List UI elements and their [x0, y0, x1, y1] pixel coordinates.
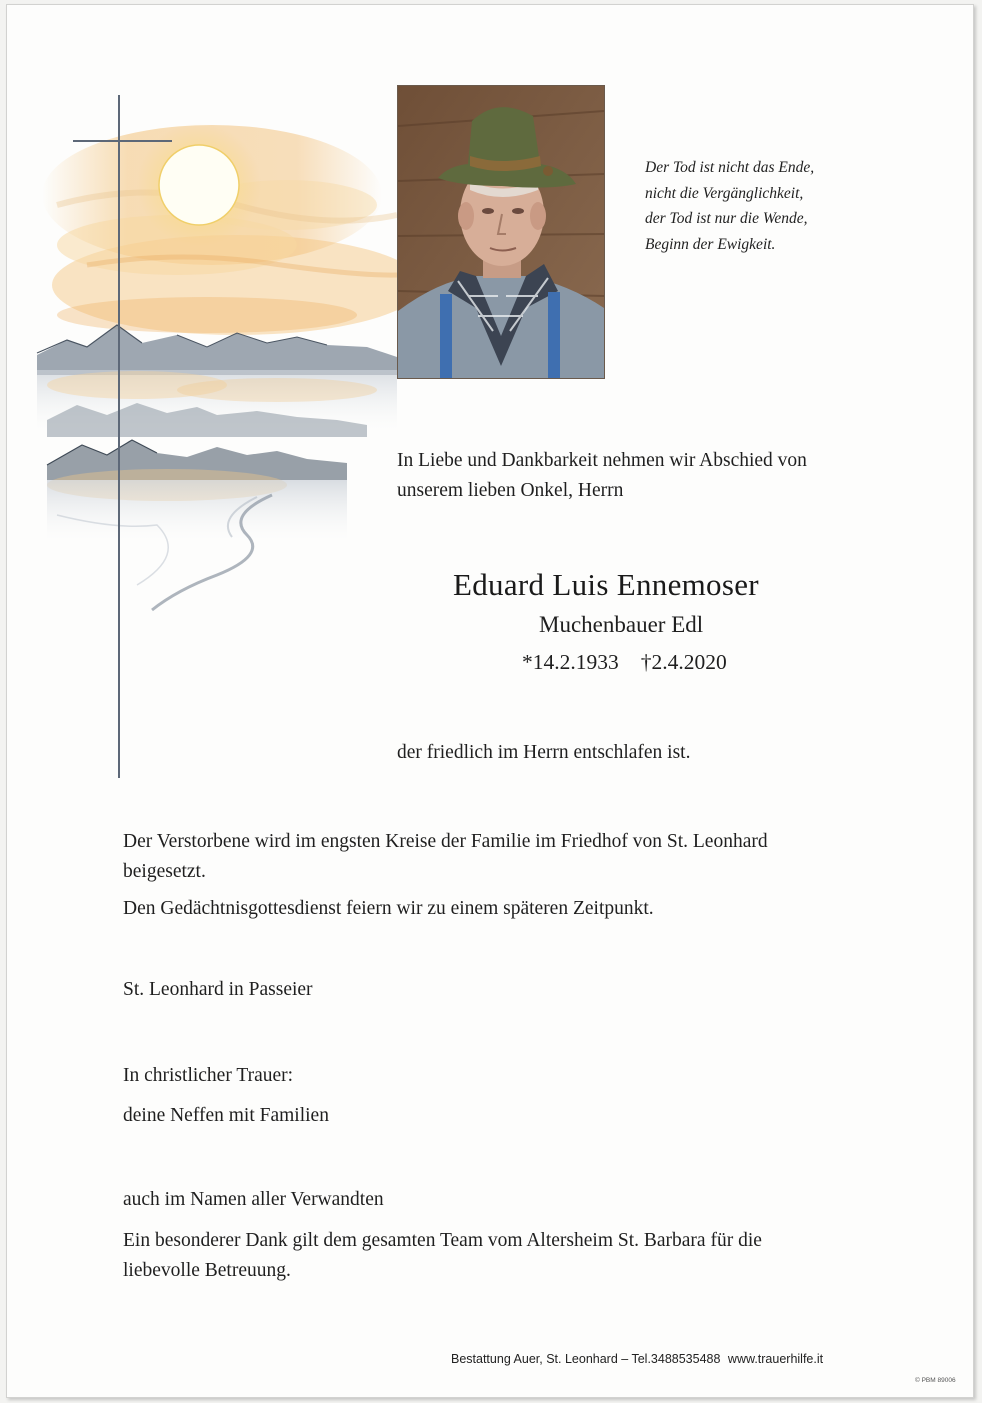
burial-notice — [123, 827, 768, 887]
print-code: © PBM 89006 — [915, 1377, 956, 1384]
deceased-name: Eduard Luis Ennemoser — [453, 567, 759, 602]
poem-line: Beginn der Ewigkeit. — [645, 235, 776, 253]
portrait-photo — [397, 85, 605, 379]
poem-line: der Tod ist nur die Wende, — [645, 210, 808, 227]
intro-line: unserem lieben Onkel, Herrn — [397, 480, 624, 501]
sunset-landscape-illustration — [27, 85, 407, 785]
mourning-relatives: deine Neffen mit Familien — [123, 1105, 329, 1126]
thanks-note — [123, 1226, 762, 1286]
peace-statement: der friedlich im Herrn entschlafen ist. — [397, 742, 691, 763]
farewell-intro — [397, 446, 807, 506]
life-dates — [522, 646, 727, 678]
thanks-line: liebevolle Betreuung. — [123, 1260, 291, 1281]
place-line: St. Leonhard in Passeier — [123, 979, 313, 1000]
footer — [451, 1352, 823, 1366]
memorial-poem — [645, 155, 965, 257]
intro-line: In Liebe und Dankbarkeit nehmen wir Abschied von — [397, 450, 807, 471]
mourning-heading: In christlicher Trauer: — [123, 1065, 294, 1086]
obituary-card — [6, 4, 974, 1398]
mourning-others: auch im Namen aller Verwandten — [123, 1189, 384, 1210]
poem-line: nicht die Vergänglichkeit, — [645, 184, 804, 202]
thanks-line: Ein besonderer Dank gilt dem gesamten Team vom Altersheim St. Barbara für die — [123, 1230, 762, 1251]
burial-line: beigesetzt. — [123, 861, 206, 882]
memorial-service-notice: Den Gedächtnisgottesdienst feiern wir zu einem späteren Zeitpunkt. — [123, 898, 654, 919]
funeral-home-info: Bestattung Auer, St. Leonhard – Tel.3488535488 — [451, 1352, 721, 1366]
deceased-nickname: Muchenbauer Edl — [539, 612, 704, 637]
burial-line: Der Verstorbene wird im engsten Kreise der Familie im Friedhof von St. Leonhard — [123, 831, 768, 852]
birth-date: *14.2.1933 — [522, 650, 619, 674]
poem-line: Der Tod ist nicht das Ende, — [645, 159, 815, 176]
website-link[interactable]: www.trauerhilfe.it — [727, 1352, 824, 1366]
death-date: †2.4.2020 — [640, 650, 727, 674]
